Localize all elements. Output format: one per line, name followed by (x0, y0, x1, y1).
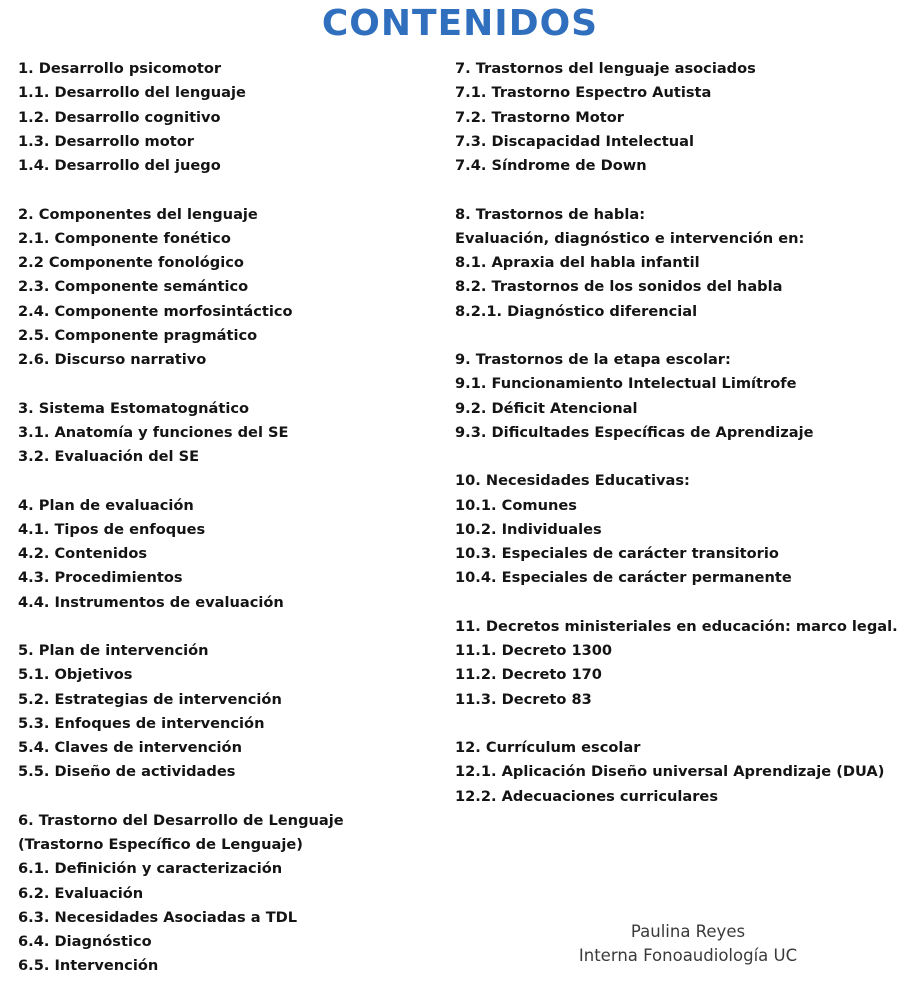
author-credit (548, 920, 828, 968)
contents-item: 5.1. Objetivos (18, 666, 133, 684)
contents-item: 4.2. Contenidos (18, 545, 148, 562)
section-spacer (455, 178, 917, 202)
contents-item: 4.3. Procedimientos (18, 569, 183, 587)
contents-item: 8.1. Apraxia del habla infantil (455, 254, 700, 271)
contents-item: 5.5. Diseño de actividades (18, 763, 236, 781)
contents-item: 4.4. Instrumentos de evaluación (18, 593, 284, 611)
contents-item: 3. Sistema Estomatognático (18, 399, 250, 417)
contents-item: 8. Trastornos de habla: (455, 205, 646, 223)
contents-item: 6.4. Diagnóstico (18, 933, 152, 950)
contents-item: 5.2. Estrategias de intervención (18, 690, 282, 708)
contents-item: 8.2.1. Diagnóstico diferencial (455, 302, 698, 320)
contents-item: 10.3. Especiales de carácter transitorio (455, 545, 779, 562)
contents-item: 7.4. Síndrome de Down (455, 157, 647, 174)
contents-item: 1.1. Desarrollo del lenguaje (18, 84, 246, 102)
section-spacer (455, 591, 917, 615)
contents-item: 2.1. Componente fonético (18, 229, 231, 247)
contents-item: 3.2. Evaluación del SE (18, 448, 200, 465)
contents-item: 7.1. Trastorno Espectro Autista (455, 84, 712, 102)
section-spacer (18, 615, 428, 639)
contents-right-column (455, 57, 917, 809)
contents-item: 10.2. Individuales (455, 520, 602, 538)
contents-item: 11. Decretos ministeriales en educación: marco legal. (455, 617, 898, 635)
contents-item: 6. Trastorno del Desarrollo de Lenguaje (18, 811, 344, 829)
section-spacer (18, 785, 428, 809)
contents-item: 7. Trastornos del lenguaje asociados (455, 60, 756, 77)
contents-item: 1.3. Desarrollo motor (18, 132, 194, 150)
contents-item: (Trastorno Específico de Lenguaje) (18, 836, 303, 853)
contents-item: 2.3. Componente semántico (18, 278, 249, 296)
section-spacer (455, 445, 917, 469)
contents-item: 9.1. Funcionamiento Intelectual Limítrofe (455, 375, 797, 393)
contents-item: 11.3. Decreto 83 (455, 690, 592, 708)
contents-item: 2.5. Componente pragmático (18, 326, 258, 344)
contents-item: 10.4. Especiales de carácter permanente (455, 569, 792, 587)
contents-item: 6.2. Evaluación (18, 884, 144, 902)
contents-item: 5.4. Claves de intervención (18, 739, 242, 756)
contents-item: 6.5. Intervención (18, 957, 159, 975)
contents-item: 10. Necesidades Educativas: (455, 472, 690, 490)
contents-item: 12.2. Adecuaciones curriculares (455, 787, 719, 805)
contents-item: 4. Plan de evaluación (18, 496, 194, 514)
contents-item: 7.3. Discapacidad Intelectual (455, 132, 695, 150)
contents-item: 5. Plan de intervención (18, 642, 209, 659)
section-spacer (18, 372, 428, 396)
contents-item: 8.2. Trastornos de los sonidos del habla (455, 278, 783, 296)
contents-item: 2.2 Componente fonológico (18, 254, 244, 271)
contents-item: 1. Desarrollo psicomotor (18, 60, 222, 77)
contents-left-column (18, 57, 428, 979)
contents-item: 4.1. Tipos de enfoques (18, 520, 206, 538)
contents-item: 9.2. Déficit Atencional (455, 399, 638, 417)
contents-item: 12. Currículum escolar (455, 739, 641, 756)
contents-item: 9.3. Dificultades Específicas de Aprendizaje (455, 423, 814, 441)
contents-item: 10.1. Comunes (455, 496, 577, 514)
contents-item: 1.2. Desarrollo cognitivo (18, 108, 221, 126)
contents-item: 1.4. Desarrollo del juego (18, 157, 221, 174)
contents-item: 11.2. Decreto 170 (455, 666, 602, 684)
contents-item: 12.1. Aplicación Diseño universal Aprendizaje (DUA) (455, 763, 885, 781)
contents-item: 11.1. Decreto 1300 (455, 642, 613, 659)
section-spacer (18, 469, 428, 493)
contents-item: 6.1. Definición y caracterización (18, 860, 283, 878)
contents-item: 2.6. Discurso narrativo (18, 351, 207, 368)
page-title: CONTENIDOS (321, 3, 599, 44)
contents-item: 2. Componentes del lenguaje (18, 205, 258, 223)
contents-item: 7.2. Trastorno Motor (455, 108, 625, 126)
author-name: Paulina Reyes (630, 922, 746, 941)
contents-item: 2.4. Componente morfosintáctico (18, 302, 293, 320)
contents-item: 3.1. Anatomía y funciones del SE (18, 423, 289, 441)
contents-item: 5.3. Enfoques de intervención (18, 714, 265, 732)
section-spacer (18, 178, 428, 202)
contents-item: Evaluación, diagnóstico e intervención en: (455, 229, 805, 247)
section-spacer (455, 324, 917, 348)
author-role: Interna Fonoaudiología UC (578, 946, 798, 965)
contents-item: 6.3. Necesidades Asociadas a TDL (18, 908, 298, 926)
contents-item: 9. Trastornos de la etapa escolar: (455, 351, 731, 368)
section-spacer (455, 712, 917, 736)
